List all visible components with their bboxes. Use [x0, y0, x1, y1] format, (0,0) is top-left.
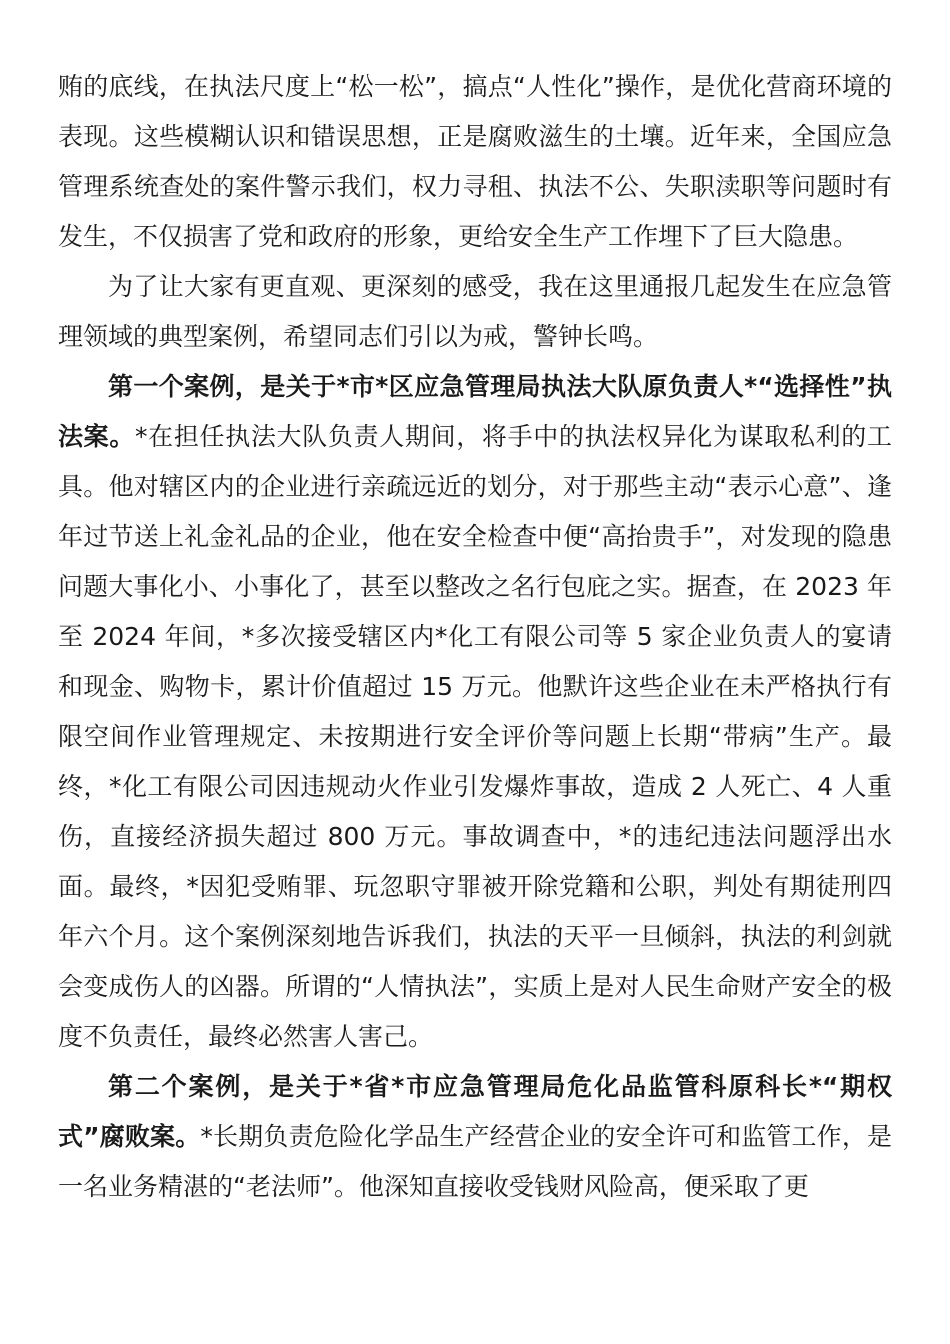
paragraph-1	[58, 62, 892, 262]
paragraph-2-text: 为了让大家有更直观、更深刻的感受，我在这里通报几起发生在应急管理领域的典型案例，希望同志们引以为戒，警钟长鸣。	[58, 272, 892, 351]
paragraph-2	[58, 262, 892, 362]
case-2-text: *长期负责危险化学品生产经营企业的安全许可和监管工作，是一名业务精湛的“老法师”。他深知直接收受钱财风险高，便采取了更	[58, 1122, 892, 1201]
paragraph-case-2	[58, 1062, 892, 1212]
case-2-heading: 第二个案例，是关于*省*市应急管理局危化品监管科原科长*“期权式”腐败案。	[58, 1072, 892, 1151]
document-page	[58, 62, 892, 1212]
case-1-text: *在担任执法大队负责人期间，将手中的执法权异化为谋取私利的工具。他对辖区内的企业进行亲疏远近的划分，对于那些主动“表示心意”、逢年过节送上礼金礼品的企业，他在安全检查中便“高抬贵手”，对发现的隐患问题大事化小、小事化了，甚至以整改之名行包庇之实。据查，在 2023 年至 2024 年间，*多次接受辖区内*化工有限公司等 5 家企业负责人的宴请和现金、购物卡，累计价值超过 15 万元。他默许这些企业在未严格执行有限空间作业管理规定、未按期进行安全评价等问题上长期“带病”生产。最终，*化工有限公司因违规动火作业引发爆炸事故，造成 2 人死亡、4 人重伤，直接经济损失超过 800 万元。事故调查中，*的违纪违法问题浮出水面。最终，*因犯受贿罪、玩忽职守罪被开除党籍和公职，判处有期徒刑四年六个月。这个案例深刻地告诉我们，执法的天平一旦倾斜，执法的利剑就会变成伤人的凶器。所谓的“人情执法”，实质上是对人民生命财产安全的极度不负责任，最终必然害人害己。	[58, 422, 892, 1051]
paragraph-case-1	[58, 362, 892, 1062]
paragraph-1-text: 贿的底线，在执法尺度上“松一松”，搞点“人性化”操作，是优化营商环境的表现。这些模糊认识和错误思想，正是腐败滋生的土壤。近年来，全国应急管理系统查处的案件警示我们，权力寻租、执法不公、失职渎职等问题时有发生，不仅损害了党和政府的形象，更给安全生产工作埋下了巨大隐患。	[58, 72, 892, 251]
case-1-heading: 第一个案例，是关于*市*区应急管理局执法大队原负责人*“选择性”执法案。	[58, 372, 892, 451]
